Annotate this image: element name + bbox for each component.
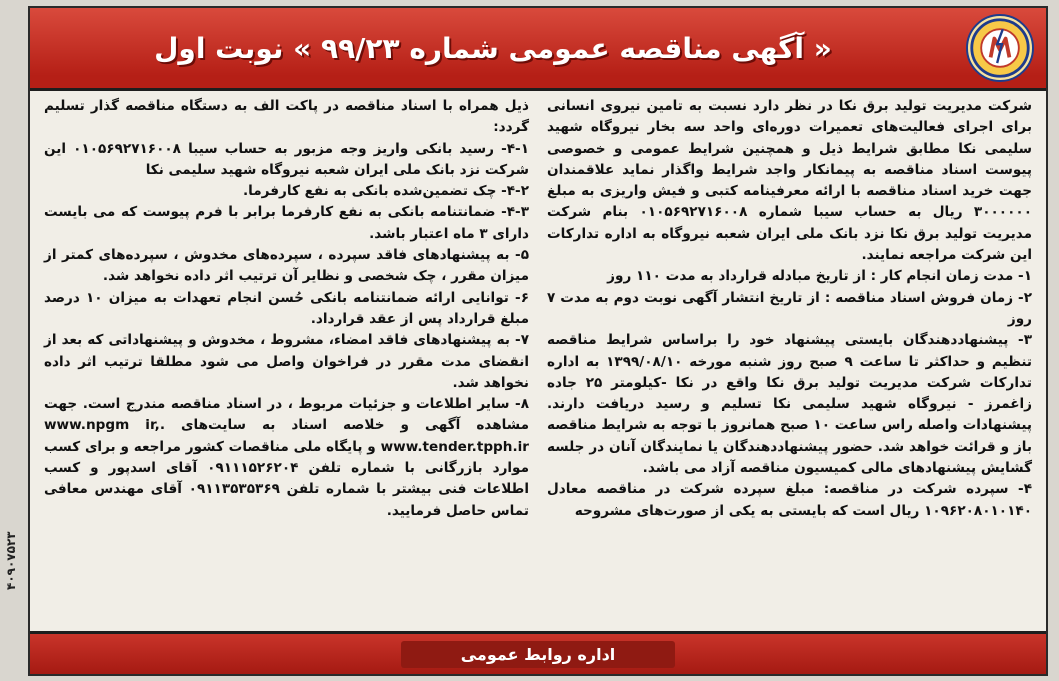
clause-8: ۸- سایر اطلاعات و جزئیات مربوط ، در اسناد مناقصه مندرج است. جهت مشاهده آگهی و خلاصه اسناد به سایت‌های .www.npgm ir, www.tender.tpph.ir و پایگاه ملی مناقصات کشور مراجعه و برای کسب موارد بازرگانی با شماره تلفن ۰۹۱۱۱۵۲۶۲۰۴ آقای اسدپور و کسب اطلاعات فنی بیشتر با شماره تلفن ۰۹۱۱۳۵۳۵۳۶۹ آقای مهندس معافی تماس حاصل فرمایید. — [44, 396, 529, 519]
left-column — [44, 96, 529, 622]
power-company-logo-icon — [966, 14, 1034, 82]
header-banner — [30, 8, 1046, 91]
clause-4-3: ۴-۳- ضمانتنامه بانکی به نفع کارفرما برابر با فرم پیوست که می بایست دارای ۳ ماه اعتبار باشد. — [44, 204, 529, 242]
clause-4: ۴- سپرده شرکت در مناقصه: مبلغ سپرده شرکت در مناقصه معادل ۱۰۹۶۲۰۸۰۱۰۱۴۰ ریال است که بایستی به یکی از صورت‌های مشروحه — [547, 481, 1032, 519]
ad-code: ۴۰۹۰۷۵۲۳ — [4, 531, 18, 590]
intro-paragraph: شرکت مدیریت تولید برق نکا در نظر دارد نسبت به تامین نیروی انسانی برای اجرای فعالیت‌های تعمیرات دوره‌ای واحد سه بخار نیروگاه شهید سلیمی نکا مطابق شرایط ذیل و همچنین شرایط عمومی و خصوصی پیوست اسناد مناقصه به پیمانکار واجد شرایط واگذار نماید علاقمندان جهت خرید اسناد مناقصه با ارائه معرفینامه کتبی و فیش واریزی به مبلغ ۳۰۰۰۰۰۰ ریال به حساب سیبا شماره ۰۱۰۵۶۹۲۷۱۶۰۰۸ بنام شرکت مدیریت تولید برق نکا نزد بانک ملی ایران شعبه نیروگاه به اداره تدارکات این شرکت مراجعه نمایند. — [547, 98, 1032, 264]
ad-title: « آگهی مناقصه عمومی شماره ۹۹/۲۳ » نوبت اول — [154, 31, 832, 65]
clause-6: ۶- توانایی ارائه ضمانتنامه بانکی حُسن انجام تعهدات به میزان ۱۰ درصد مبلغ قرارداد پس از عقد قرارداد. — [44, 289, 529, 327]
clause-4-2: ۴-۲- چک تضمین‌شده بانکی به نفع کارفرما. — [242, 183, 529, 200]
clause-7: ۷- به پیشنهادهای فاقد امضاء، مشروط ، مخدوش و پیشنهاداتی که بعد از انقضای مدت مقرر در فراخوان واصل می شود مطلقا ترتیب اثر داده نخواهد شد. — [44, 332, 529, 391]
clause-2: ۲- زمان فروش اسناد مناقصه : از تاریخ انتشار آگهی نوبت دوم به مدت ۷ روز — [547, 289, 1032, 327]
clause-5: ۵- به پیشنهادهای فاقد سپرده ، سپرده‌های مخدوش ، سپرده‌های کمتر از میزان مقرر ، چک شخصی و نظایر آن ترتیب اثر داده نخواهد شد. — [44, 247, 529, 285]
clause-4-continued: ذیل همراه با اسناد مناقصه در پاکت الف به دستگاه مناقصه گذار تسلیم گردد: — [44, 98, 529, 136]
right-column — [547, 96, 1032, 622]
ad-body — [44, 96, 1032, 622]
clause-1: ۱- مدت زمان انجام کار : از تاریخ مبادله قرارداد به مدت ۱۱۰ روز — [607, 268, 1032, 285]
clause-4-1: ۴-۱- رسید بانکی واریز وجه مزبور به حساب سیبا ۰۱۰۵۶۹۲۷۱۶۰۰۸ این شرکت نزد بانک ملی ایران شعبه نیروگاه شهید سلیمی نکا — [44, 140, 529, 178]
clause-3: ۳- پیشنهاددهندگان بایستی پیشنهاد خود را براساس شرایط مناقصه تنظیم و حداکثر تا ساعت ۹ صبح روز شنبه مورخه ۱۳۹۹/۰۸/۱۰ به اداره تدارکات شرکت مدیریت تولید برق نکا واقع در نکا -کیلومتر ۲۵ جاده زاغمرز - نیروگاه شهید سلیمی نکا تسلیم و رسید دریافت دارند. پیشنهادات واصله راس ساعت ۱۰ صبح همانروز با توجه به شرایط مناقصه باز و قرائت خواهد شد. حضور پیشنهاددهندگان یا نمایندگان آنان در جلسه گشایش پیشنهادهای مالی کمیسیون مناقصه آزاد می باشد. — [547, 332, 1033, 477]
footer-banner — [30, 631, 1046, 674]
public-relations-signature: اداره روابط عمومی — [401, 641, 676, 668]
tender-ad — [28, 6, 1048, 676]
